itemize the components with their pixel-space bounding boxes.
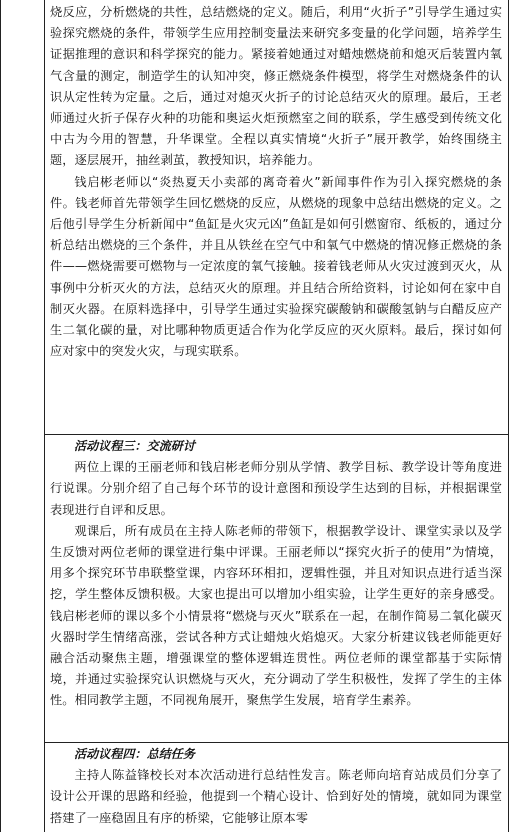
table-border-left [0, 0, 1, 832]
section-1-cell [50, 2, 502, 362]
section-2-cell [50, 433, 502, 712]
section-3-heading: 活动议程四：总结任务 [74, 747, 196, 761]
section-1-paragraph-1: 烧反应，分析燃烧的共性，总结燃烧的定义。随后，利用“火折子”引导学生通过实验探究燃烧的条件，带领学生应用控制变量法来研究多变量的化学问题，培养学生证据推理的意识和科学探究的能力。紧接着她通过对蜡烛燃烧前和熄灭后装置内氧气含量的测定，制造学生的认知冲突，修正燃烧条件模型，将学生对燃烧条件的认识从定性转为定量。之后，通过对熄灭火折子的讨论总结灭火的原理。最后，王老师通过火折子保存火种的功能和奥运火炬预燃室之间的联系，学生感受到传统文化中古为今用的智慧，升华课堂。全程以真实情境“火折子”展开教学，始终围绕主题，逐层展开，抽丝剥茧，教授知识，培养能力。 [50, 5, 502, 168]
section-3-cell [50, 741, 502, 829]
section-2-paragraph-2: 观课后，所有成员在主持人陈老师的带领下，根据教学设计、课堂实录以及学生反馈对两位老师的课堂进行集中评课。王丽老师以“探究火折子的使用”为情境，用多个探究环节串联整堂课，内容环环相扣，逻辑性强，并且对知识点进行适当深挖，学生整体反馈积极。大家也提出可以增加小组实验，让学生更好的亲身感受。钱启彬老师的课以多个小情景将“燃烧与灭火”联系在一起，在制作简易二氧化碳灭火器时学生情绪高涨，尝试各种方式让蜡烛火焰熄灭。大家分析建议钱老师能更好融合活动聚焦主题，增强课堂的整体逻辑连贯性。两位老师的课堂都基于实际情境，并通过实验探究认识燃烧与灭火，充分调动了学生积极性，发挥了学生的主体性。相同教学主题，不同视角展开，聚焦学生发展，培育学生素养。 [50, 523, 502, 708]
table-border-right [508, 0, 509, 832]
table-column-divider [44, 0, 45, 832]
section-2-heading: 活动议程三：交流研讨 [74, 439, 196, 453]
section-1-paragraph-2: 钱启彬老师以“炎热夏天小卖部的离奇着火”新闻事件作为引入探究燃烧的条件。钱老师首先带领学生回忆燃烧的反应，从燃烧的现象中总结出燃烧的定义。之后他引导学生分析新闻中“鱼缸是火灾元凶”鱼缸是如何引燃窗帘、纸板的，通过分析总结出燃烧的三个条件，并且从铁丝在空气中和氧气中燃烧的情况修正燃烧的条件——燃烧需要可燃物与一定浓度的氧气接触。接着钱老师从火灾过渡到灭火，从事例中分析灭火的方法，总结灭火的原理。并且结合所给资料，讨论如何在家中自制灭火器。在原料选择中，引导学生通过实验探究碳酸钠和碳酸氢钠与白醋反应产生二氧化碳的量，对比哪种物质更适合作为化学反应的灭火原料。最后，探讨如何应对家中的突发火灾，与现实联系。 [50, 174, 502, 359]
section-3-paragraph-1: 主持人陈益锋校长对本次活动进行总结性发言。陈老师向培育站成员们分享了设计公开课的思路和经验，他提到一个精心设计、恰到好处的情境，就如同为课堂搭建了一座稳固且有序的桥梁，它能够让原本零 [50, 768, 502, 825]
section-2-paragraph-1: 两位上课的王丽老师和钱启彬老师分别从学情、教学目标、教学设计等角度进行说课。分别介绍了自己每个环节的设计意图和预设学生达到的目标，并根据课堂表现进行自评和反思。 [50, 460, 502, 517]
